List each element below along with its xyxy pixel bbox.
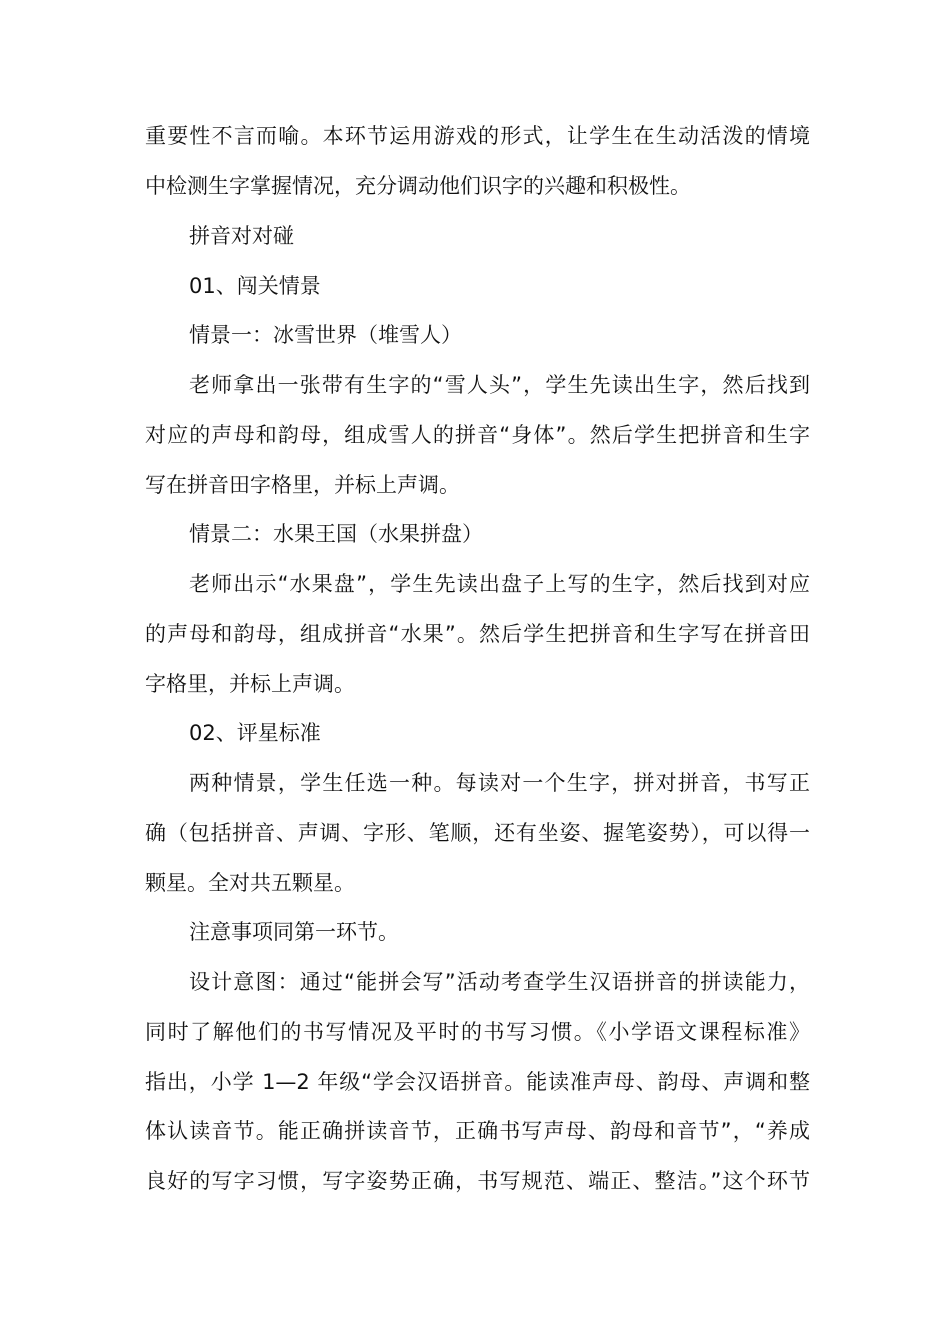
paragraph-line: 确（包括拼音、声调、字形、笔顺，还有坐姿、握笔姿势），可以得一 [145,821,810,845]
subsection-heading: 01、闯关情景 [189,274,321,298]
paragraph-line: 老师拿出一张带有生字的“雪人头”，学生先读出生字，然后找到 [189,373,810,397]
paragraph-line: 重要性不言而喻。本环节运用游戏的形式，让学生在生动活泼的情境 [145,124,810,148]
paragraph-line: 对应的声母和韵母，组成雪人的拼音“身体”。然后学生把拼音和生字 [145,423,810,447]
paragraph-line: 良好的写字习惯，写字姿势正确，书写规范、端正、整洁。”这个环节 [145,1169,810,1193]
paragraph-line: 注意事项同第一环节。 [189,920,399,944]
paragraph-line: 设计意图：通过“能拼会写”活动考查学生汉语拼音的拼读能力， [189,970,810,994]
paragraph-line: 字格里，并标上声调。 [145,672,355,696]
paragraph-line: 指出，小学 1—2 年级“学会汉语拼音。能读准声母、韵母、声调和整 [145,1070,810,1094]
section-heading: 拼音对对碰 [189,224,294,248]
paragraph-line: 中检测生字掌握情况，充分调动他们识字的兴趣和积极性。 [145,174,691,198]
paragraph-line: 同时了解他们的书写情况及平时的书写习惯。《小学语文课程标准》 [145,1020,810,1044]
paragraph-line: 两种情景，学生任选一种。每读对一个生字，拼对拼音，书写正 [189,771,810,795]
subsection-heading: 02、评星标准 [189,721,321,745]
paragraph-line: 的声母和韵母，组成拼音“水果”。然后学生把拼音和生字写在拼音田 [145,622,810,646]
paragraph-line: 颗星。全对共五颗星。 [145,871,355,895]
paragraph-line: 老师出示“水果盘”，学生先读出盘子上写的生字，然后找到对应 [189,572,810,596]
scenario-heading: 情景一：冰雪世界（堆雪人） [189,323,462,347]
paragraph-line: 写在拼音田字格里，并标上声调。 [145,473,460,497]
scenario-heading: 情景二：水果王国（水果拼盘） [189,522,483,546]
paragraph-line: 体认读音节。能正确拼读音节，正确书写声母、韵母和音节”，“养成 [145,1119,810,1143]
